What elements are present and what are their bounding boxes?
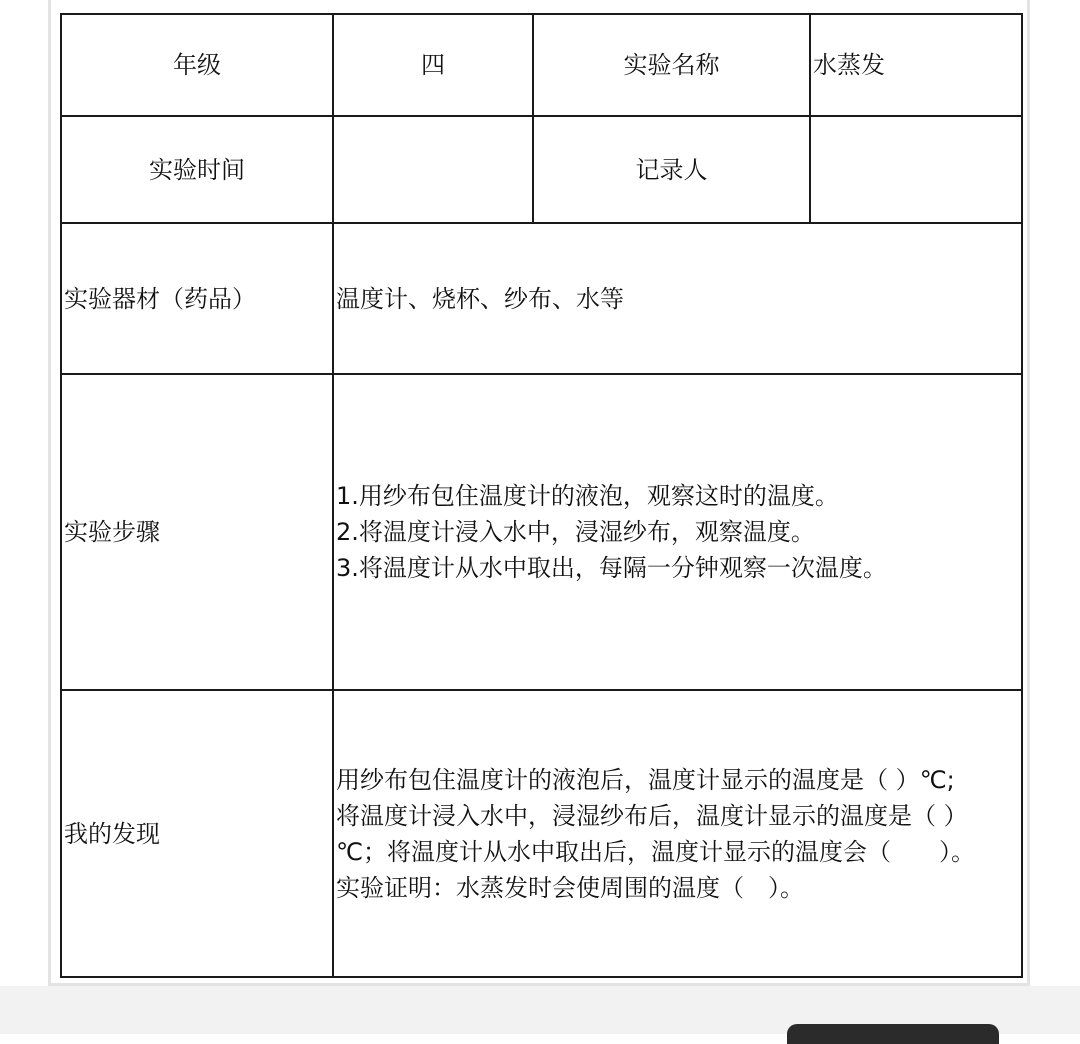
row-findings xyxy=(61,690,1022,977)
steps-label: 实验步骤 xyxy=(61,374,333,690)
grade-value: 四 xyxy=(333,14,533,116)
findings-content xyxy=(333,690,1022,977)
finding-line: 用纱布包住温度计的液泡后，温度计显示的温度是（ ）℃; xyxy=(336,765,955,794)
steps-content xyxy=(333,374,1022,690)
finding-line: ℃；将温度计从水中取出后，温度计显示的温度会（ ）。 xyxy=(336,837,975,866)
materials-label: 实验器材（药品） xyxy=(61,223,333,374)
experiment-name-value: 水蒸发 xyxy=(810,14,1022,116)
finding-line: 将温度计浸入水中，浸湿纱布后，温度计显示的温度是（ ） xyxy=(336,801,968,830)
materials-value: 温度计、烧杯、纱布、水等 xyxy=(333,223,1022,374)
row-time-recorder xyxy=(61,116,1022,223)
experiment-record-table xyxy=(60,13,1023,978)
step-line: 1.用纱布包住温度计的液泡，观察这时的温度。 xyxy=(336,482,839,510)
experiment-time-value xyxy=(333,116,533,223)
bottom-action-tab[interactable] xyxy=(787,1024,999,1044)
recorder-label: 记录人 xyxy=(533,116,810,223)
row-materials xyxy=(61,223,1022,374)
row-grade-name xyxy=(61,14,1022,116)
findings-label: 我的发现 xyxy=(61,690,333,977)
step-line: 3.将温度计从水中取出，每隔一分钟观察一次温度。 xyxy=(336,554,887,582)
recorder-value xyxy=(810,116,1022,223)
experiment-time-label: 实验时间 xyxy=(61,116,333,223)
grade-label: 年级 xyxy=(61,14,333,116)
experiment-name-label: 实验名称 xyxy=(533,14,810,116)
row-steps xyxy=(61,374,1022,690)
step-line: 2.将温度计浸入水中，浸湿纱布，观察温度。 xyxy=(336,518,815,546)
finding-line: 实验证明：水蒸发时会使周围的温度（ ）。 xyxy=(336,873,804,902)
document-top-strip xyxy=(60,0,1022,14)
